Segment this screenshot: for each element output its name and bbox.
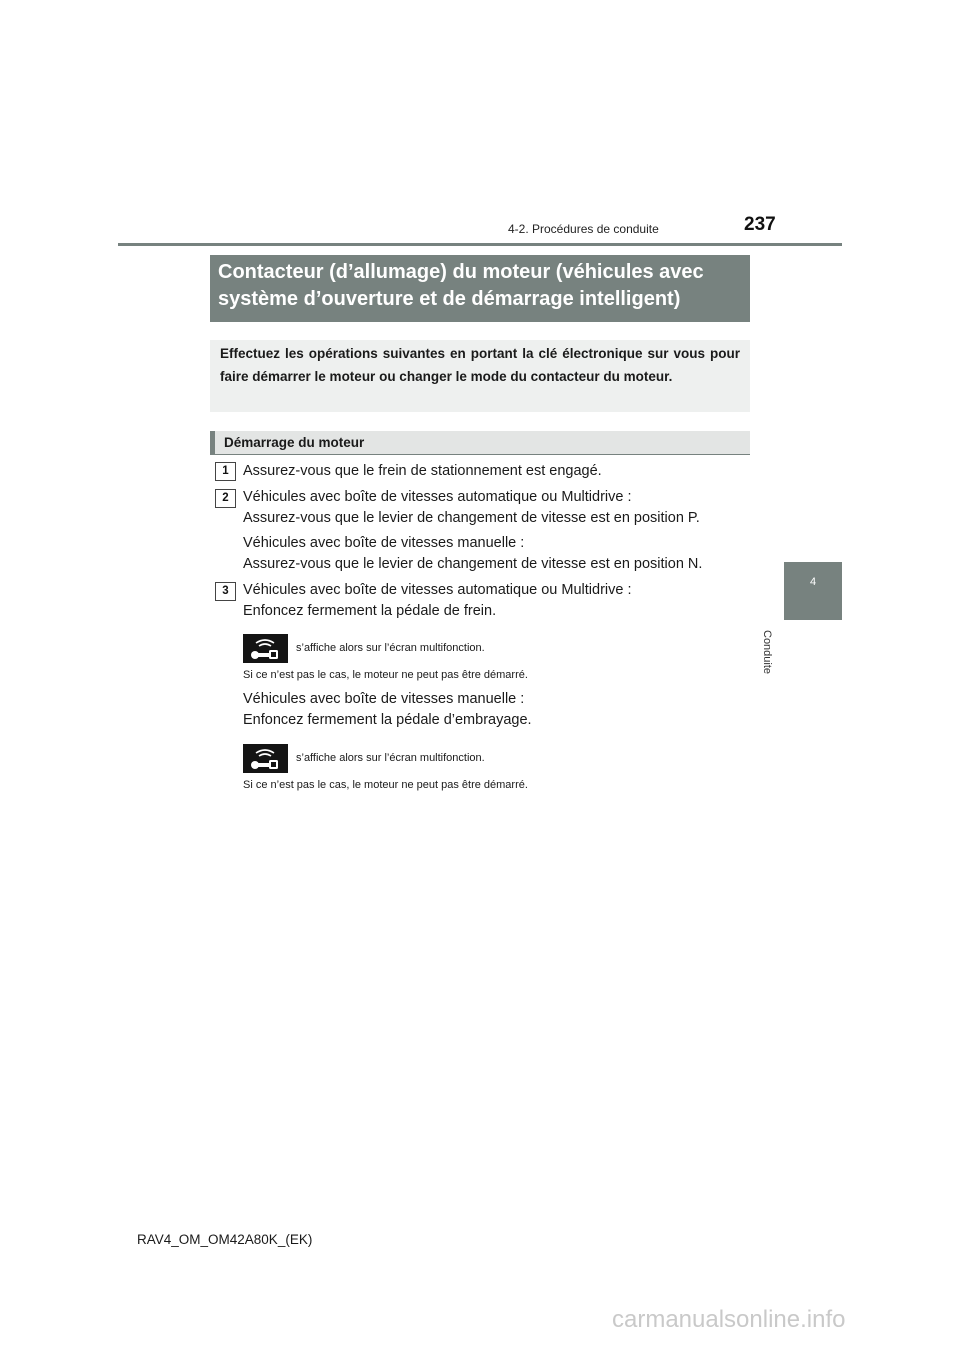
chapter-number: 4 (809, 576, 817, 588)
step-3-manual-condition: Véhicules avec boîte de vitesses manuelle : (243, 691, 525, 707)
step-3-auto-note: Si ce n’est pas le cas, le moteur ne peut pas être démarré. (243, 669, 528, 681)
page-title (210, 255, 750, 322)
step-3-auto-display-text: s’affiche alors sur l’écran multifonction. (296, 642, 485, 654)
intro-box (210, 340, 750, 412)
step-3-auto-condition: Véhicules avec boîte de vitesses automatique ou Multidrive : (243, 582, 632, 598)
step-1-text: Assurez-vous que le frein de stationnement est engagé. (243, 463, 602, 479)
step-2-auto-condition: Véhicules avec boîte de vitesses automatique ou Multidrive : (243, 489, 632, 505)
step-2-manual-condition: Véhicules avec boîte de vitesses manuelle : (243, 535, 525, 551)
clutch-key-indicator-icon (243, 744, 288, 773)
subsection-heading (210, 431, 750, 455)
subsection-title: Démarrage du moteur (224, 435, 365, 450)
page-title-line-2: système d’ouverture et de démarrage intelligent) (218, 288, 681, 310)
step-3-auto-instruction: Enfoncez fermement la pédale de frein. (243, 603, 497, 619)
step-number-1: 1 (215, 462, 236, 481)
watermark: carmanualsonline.info (612, 1306, 846, 1333)
step-number-2: 2 (215, 489, 236, 508)
step-number-3: 3 (215, 582, 236, 601)
page-title-line-1: Contacteur (d’allumage) du moteur (véhicules avec (218, 261, 704, 283)
step-2-auto-instruction: Assurez-vous que le levier de changement de vitesse est en position P. (243, 510, 700, 526)
step-3-manual-instruction: Enfoncez fermement la pédale d’embrayage. (243, 712, 532, 728)
subsection-accent (210, 431, 215, 454)
step-2-manual-instruction: Assurez-vous que le levier de changement de vitesse est en position N. (243, 556, 703, 572)
intro-text: Effectuez les opérations suivantes en portant la clé électronique sur vous pour faire démarrer le moteur ou changer le mode du contacteur du moteur. (220, 346, 740, 384)
chapter-label-container (760, 630, 810, 690)
step-3-manual-display-text: s’affiche alors sur l’écran multifonction. (296, 752, 485, 764)
header-rule (118, 243, 842, 246)
chapter-tab (784, 562, 842, 620)
document-code: RAV4_OM_OM42A80K_(EK) (137, 1232, 313, 1247)
brake-key-indicator-icon (243, 634, 288, 663)
section-breadcrumb: 4-2. Procédures de conduite (508, 222, 659, 236)
chapter-label: Conduite (760, 630, 773, 675)
step-3-manual-note: Si ce n’est pas le cas, le moteur ne peut pas être démarré. (243, 779, 528, 791)
page-number: 237 (744, 214, 776, 235)
